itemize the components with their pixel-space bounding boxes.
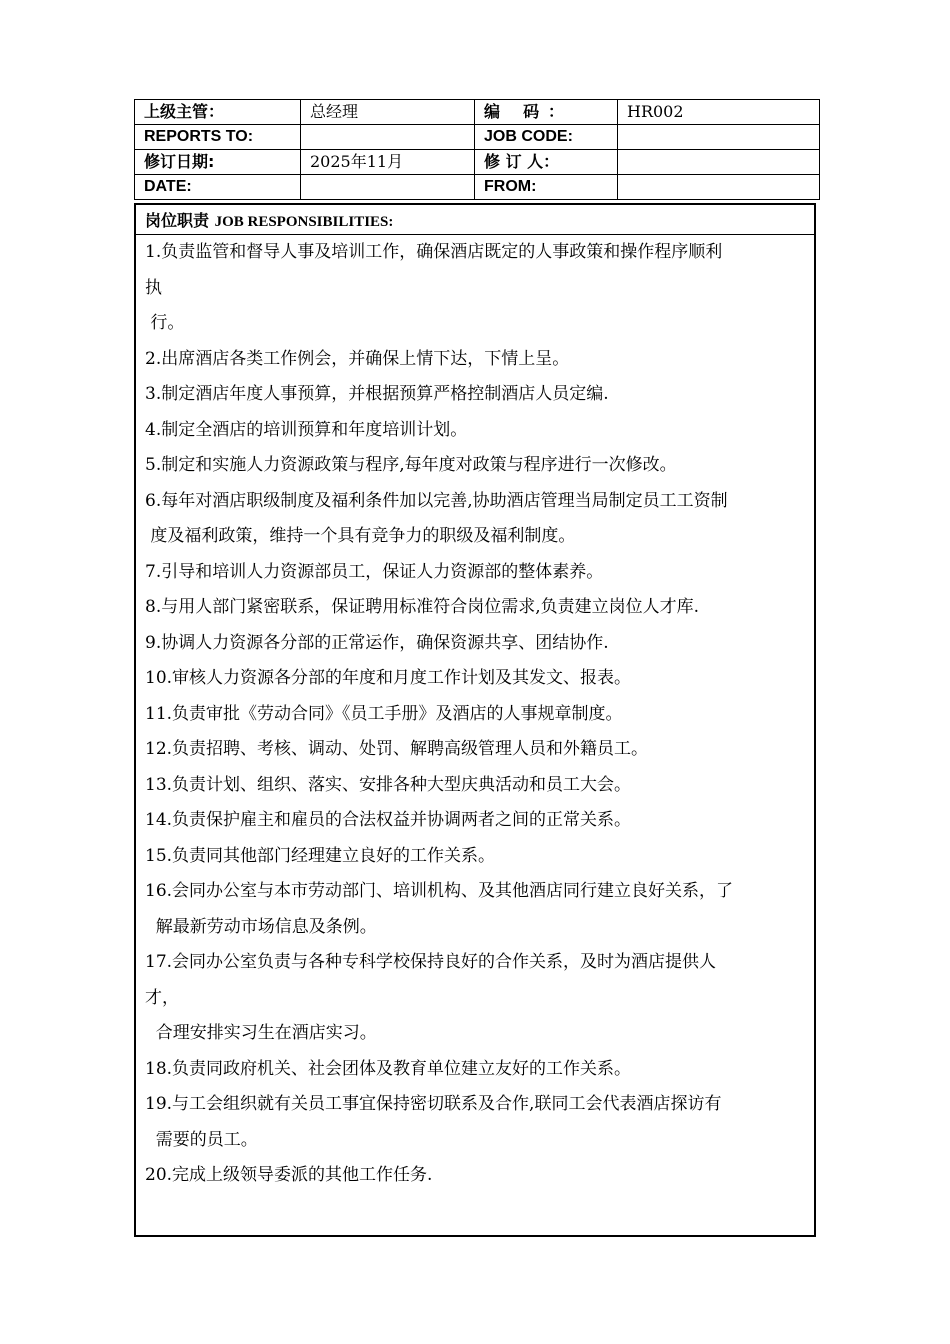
job-code-cn-label-text: 编 码： [484,102,573,121]
from-en-label: FROM: [475,175,618,200]
revised-by-value-empty [618,150,820,175]
header-row-reports-to-cn [135,100,820,125]
job-code-en-label: JOB CODE: [475,125,618,150]
responsibility-line: 16.会同办公室与本市劳动部门、培训机构、及其他酒店同行建立良好关系，了 [145,881,734,901]
responsibility-line: 20.完成上级领导委派的其他工作任务. [145,1165,433,1185]
responsibility-line: 执 [145,277,162,298]
responsibility-line: 11.负责审批《劳动合同》《员工手册》及酒店的人事规章制度。 [145,703,623,724]
reports-to-cn-label: 上级主管： [135,100,301,125]
job-code-cn-label [475,100,618,125]
job-code-value: HR002 [618,100,820,125]
revised-by-cn-label: 修 订 人： [475,150,618,175]
date-en-label: DATE: [135,175,301,200]
responsibility-line: 10.审核人力资源各分部的年度和月度工作计划及其发文、报表。 [145,668,632,688]
responsibility-line: 2.出席酒店各类工作例会，并确保上情下达，下情上呈。 [145,348,570,369]
responsibility-line: 15.负责同其他部门经理建立良好的工作关系。 [145,845,496,866]
responsibility-line: 6.每年对酒店职级制度及福利条件加以完善,协助酒店管理当局制定员工工资制 [145,490,728,511]
revision-date-cn-label: 修订日期: [135,150,301,175]
responsibility-line: 7.引导和培训人力资源部员工，保证人力资源部的整体素养。 [145,561,604,582]
responsibilities-title-cn: 岗位职责 [145,211,215,230]
header-row-revision-cn [135,150,820,175]
from-en-value-empty [618,175,820,200]
reports-to-en-label: REPORTS TO: [135,125,301,150]
responsibility-line: 5.制定和实施人力资源政策与程序,每年度对政策与程序进行一次修改。 [145,455,677,475]
reports-to-en-value-empty [301,125,475,150]
job-info-header-table [134,99,820,200]
revision-date-value: 2025年11月 [301,150,475,175]
reports-to-value: 总经理 [301,100,475,125]
responsibility-line: 19.与工会组织就有关员工事宜保持密切联系及合作,联同工会代表酒店探访有 [145,1094,722,1114]
job-code-en-value-empty [618,125,820,150]
responsibility-line: 18.负责同政府机关、社会团体及教育单位建立友好的工作关系。 [145,1058,632,1079]
responsibility-line: 14.负责保护雇主和雇员的合法权益并协调两者之间的正常关系。 [145,810,632,830]
responsibility-line: 行。 [145,313,185,333]
header-row-date-en [135,175,820,200]
responsibility-line: 1.负责监管和督导人事及培训工作，确保酒店既定的人事政策和操作程序顺利 [145,242,723,262]
date-en-value-empty [301,175,475,200]
responsibility-line: 3.制定酒店年度人事预算，并根据预算严格控制酒店人员定编. [145,384,609,404]
responsibility-line: 合理安排实习生在酒店实习。 [145,1023,377,1043]
responsibility-line: 13.负责计划、组织、落实、安排各种大型庆典活动和员工大会。 [145,774,632,795]
responsibility-line: 才， [145,987,179,1008]
responsibility-line: 解最新劳动市场信息及条例。 [145,916,377,937]
responsibilities-box [134,203,816,1237]
responsibilities-title-en: JOB RESPONSIBILITIES: [214,214,394,230]
responsibility-line: 9.协调人力资源各分部的正常运作，确保资源共享、团结协作. [145,632,609,653]
responsibilities-list [145,235,810,1194]
responsibilities-title [145,209,393,234]
responsibility-line: 度及福利政策，维持一个具有竞争力的职级及福利制度。 [145,526,576,546]
responsibility-line: 4.制定全酒店的培训预算和年度培训计划。 [145,419,468,440]
responsibility-line: 需要的员工。 [145,1129,258,1150]
header-row-reports-to-en [135,125,820,150]
responsibility-line: 8.与用人部门紧密联系，保证聘用标准符合岗位需求,负责建立岗位人才库. [145,597,700,617]
responsibility-line: 12.负责招聘、考核、调动、处罚、解聘高级管理人员和外籍员工。 [145,739,649,759]
responsibility-line: 17.会同办公室负责与各种专科学校保持良好的合作关系，及时为酒店提供人 [145,952,717,972]
